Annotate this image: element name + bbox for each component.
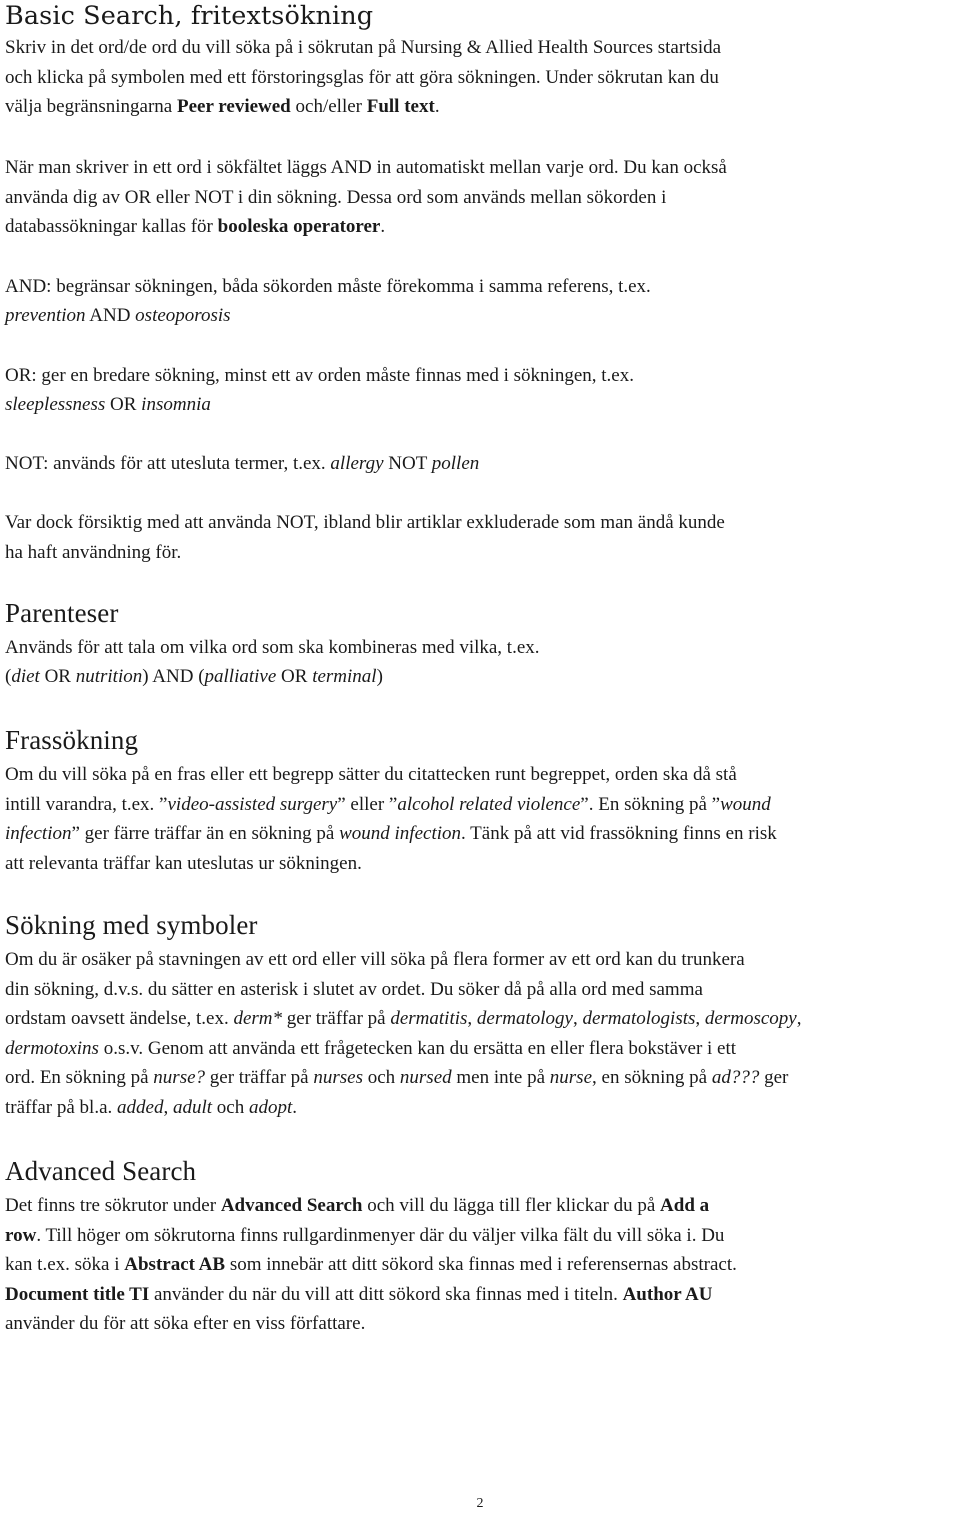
phrase-line-3-part: ” ger färre träffar än en sökning på xyxy=(71,823,340,844)
and-example-operator: AND xyxy=(85,305,136,326)
symbols-line-3-part: ordstam oavsett ändelse, t.ex. xyxy=(5,1008,234,1029)
basic-intro-line-2: och klicka på symbolen med ett förstoringsglas för att göra sökningen. Under sökrutan kan du xyxy=(5,66,719,88)
symbols-line-3-part: , xyxy=(695,1008,705,1029)
parens-example-part: ) AND ( xyxy=(142,666,205,687)
parens-example-part: OR xyxy=(276,666,313,687)
symbols-line-5-part: ger träffar på xyxy=(205,1067,314,1088)
boolean-operators-term: booleska operatorer xyxy=(217,216,381,237)
not-warning-line-1: Var dock försiktig med att använda NOT, ibland blir artiklar exkluderade som man ändå kunde xyxy=(5,512,725,533)
advanced-line-5: använder du för att söka efter en viss författare. xyxy=(5,1313,366,1334)
symbols-line-1: Om du är osäker på stavningen av ett ord eller vill söka på flera former av ett ord kan du trunkera xyxy=(5,949,745,970)
symbols-example-term: nurse? xyxy=(153,1067,206,1088)
heading-sokning-med-symboler: Sökning med symboler xyxy=(5,910,258,940)
symbols-line-5-part: ord. En sökning på xyxy=(5,1067,154,1088)
advanced-line-3-part: som innebär att ditt sökord ska finnas med i referensernas abstract. xyxy=(225,1254,737,1275)
phrase-paragraph xyxy=(5,760,777,878)
not-example-term-1: allergy xyxy=(330,453,384,474)
document-title-ti-term: Document title TI xyxy=(5,1283,150,1305)
symbols-line-5-part: och xyxy=(362,1067,400,1088)
basic-intro-paragraph xyxy=(5,33,721,122)
symbols-line-3-part: ger träffar på xyxy=(282,1008,391,1029)
parens-example-term: diet xyxy=(11,666,40,687)
advanced-search-term: Advanced Search xyxy=(220,1195,363,1216)
symbols-example-term: dermatologists xyxy=(582,1008,696,1029)
not-example-operator: NOT xyxy=(383,453,432,474)
not-warning-paragraph xyxy=(5,508,725,567)
not-example-term-2: pollen xyxy=(431,453,480,474)
or-example-operator: OR xyxy=(105,394,142,415)
basic-intro-line-1: Skriv in det ord/de ord du vill söka på i sökrutan på Nursing & Allied Health Sources startsida xyxy=(5,37,722,58)
basic-intro-line-3c: . xyxy=(434,96,440,117)
symbols-example-term: derm* xyxy=(233,1008,283,1029)
abstract-ab-term: Abstract AB xyxy=(124,1254,226,1275)
phrase-example-term: alcohol related violence xyxy=(397,793,581,815)
parens-example-part: OR xyxy=(39,666,76,687)
symbols-line-3-part: , xyxy=(572,1008,583,1029)
not-operator-line xyxy=(5,449,479,479)
symbols-paragraph xyxy=(5,945,801,1122)
phrase-line-3-part: . Tänk på att vid frassökning finns en risk xyxy=(461,823,777,844)
basic-intro-line-3b: och/eller xyxy=(290,96,367,117)
parens-example-term: nutrition xyxy=(75,666,143,687)
symbols-line-6-part: , xyxy=(163,1096,173,1118)
symbols-example-term: dermatology xyxy=(476,1008,573,1029)
peer-reviewed-term: Peer reviewed xyxy=(176,96,291,117)
phrase-line-4: att relevanta träffar kan uteslutas ur sökningen. xyxy=(5,852,362,874)
and-example-term-2: osteoporosis xyxy=(135,305,231,326)
symbols-example-term: adopt xyxy=(248,1096,293,1118)
symbols-example-term: dermotoxins xyxy=(5,1037,99,1059)
heading-frassokning: Frassökning xyxy=(5,725,139,755)
parens-line-1: Används för att tala om vilka ord som ska kombineras med vilka, t.ex. xyxy=(5,637,540,658)
phrase-example-term: video-assisted surgery xyxy=(167,793,338,815)
boolean-intro-line-3a: databassökningar kallas för xyxy=(5,216,218,237)
parens-example xyxy=(5,662,383,692)
parens-example-term: terminal xyxy=(312,666,377,687)
symbols-line-5-part: ger xyxy=(759,1067,789,1088)
symbols-line-4-part: o.s.v. Genom att använda ett frågetecken kan du ersätta en eller flera bokstäver i ett xyxy=(98,1037,737,1059)
symbols-line-3-part: , xyxy=(796,1008,802,1029)
advanced-line-4-part: använder du när du vill att ditt sökord ska finnas med i titeln. xyxy=(149,1283,623,1305)
parens-example-part: ( xyxy=(5,666,12,687)
and-example-term-1: prevention xyxy=(5,305,86,326)
or-example xyxy=(5,390,211,420)
boolean-intro-line-3b: . xyxy=(380,216,386,237)
basic-intro-line-3a: välja begränsningarna xyxy=(5,96,177,117)
add-a-row-term: row xyxy=(5,1224,37,1246)
parens-example-part: ) xyxy=(376,666,383,687)
add-a-row-term: Add a xyxy=(660,1195,710,1216)
phrase-line-1: Om du vill söka på en fras eller ett begrepp sätter du citattecken runt begreppet, orden ska då stå xyxy=(5,764,737,785)
not-warning-line-2: ha haft användning för. xyxy=(5,541,182,563)
phrase-example-term: wound xyxy=(720,793,771,815)
symbols-line-5-part: , en sökning på xyxy=(592,1067,712,1088)
or-example-term-2: insomnia xyxy=(141,394,211,415)
page-number: 2 xyxy=(476,1496,484,1511)
phrase-line-2-part: intill varandra, t.ex. ” xyxy=(5,793,168,815)
symbols-line-2: din sökning, d.v.s. du sätter en asterisk i slutet av ordet. Du söker då på alla ord med samma xyxy=(5,978,703,1000)
symbols-line-6-part: och xyxy=(212,1096,249,1118)
symbols-line-6-part: . xyxy=(292,1096,297,1118)
phrase-line-2-part: ”. En sökning på ” xyxy=(580,793,721,815)
advanced-line-3-part: kan t.ex. söka i xyxy=(5,1254,125,1275)
phrase-example-term: infection xyxy=(5,823,72,844)
phrase-example-term: wound infection xyxy=(339,823,462,844)
symbols-line-6-part: träffar på bl.a. xyxy=(5,1096,118,1118)
phrase-line-2-part: ” eller ” xyxy=(337,793,398,815)
heading-basic-search: Basic Search, fritextsökning xyxy=(5,1,374,31)
advanced-line-1-part: Det finns tre sökrutor under xyxy=(5,1195,221,1216)
symbols-line-3-part: , xyxy=(467,1008,477,1029)
symbols-example-term: dermoscopy xyxy=(704,1008,797,1029)
author-au-term: Author AU xyxy=(622,1283,713,1305)
symbols-example-term: nurses xyxy=(313,1067,363,1088)
heading-advanced-search: Advanced Search xyxy=(5,1156,197,1186)
symbols-example-term: nursed xyxy=(399,1067,452,1088)
symbols-example-term: added xyxy=(117,1096,164,1118)
boolean-intro-paragraph xyxy=(5,153,727,242)
symbols-line-5-part: men inte på xyxy=(451,1067,550,1088)
and-example xyxy=(5,301,231,331)
parens-example-term: palliative xyxy=(204,666,277,687)
not-operator-text: NOT: används för att utesluta termer, t.ex. xyxy=(5,453,331,474)
boolean-intro-line-1: När man skriver in ett ord i sökfältet läggs AND in automatiskt mellan varje ord. Du kan också xyxy=(5,157,727,178)
symbols-example-term: adult xyxy=(172,1096,213,1118)
advanced-line-1-part: och vill du lägga till fler klickar du på xyxy=(362,1195,661,1216)
symbols-example-term: dermatitis xyxy=(390,1008,468,1029)
heading-parenteser: Parenteser xyxy=(5,598,119,628)
symbols-example-term: ad??? xyxy=(711,1067,760,1088)
advanced-paragraph xyxy=(5,1191,737,1339)
or-operator-line: OR: ger en bredare sökning, minst ett av orden måste finnas med i sökningen, t.ex. xyxy=(5,365,634,386)
and-operator-line: AND: begränsar sökningen, båda sökorden måste förekomma i samma referens, t.ex. xyxy=(5,276,651,297)
full-text-term: Full text xyxy=(366,96,435,117)
advanced-line-2-part: . Till höger om sökrutorna finns rullgardinmenyer där du väljer vilka fält du vill söka i. Du xyxy=(36,1224,725,1246)
symbols-example-term: nurse xyxy=(549,1067,593,1088)
boolean-intro-line-2: använda dig av OR eller NOT i din sökning. Dessa ord som används mellan sökorden i xyxy=(5,186,667,208)
or-example-term-1: sleeplessness xyxy=(5,394,106,415)
